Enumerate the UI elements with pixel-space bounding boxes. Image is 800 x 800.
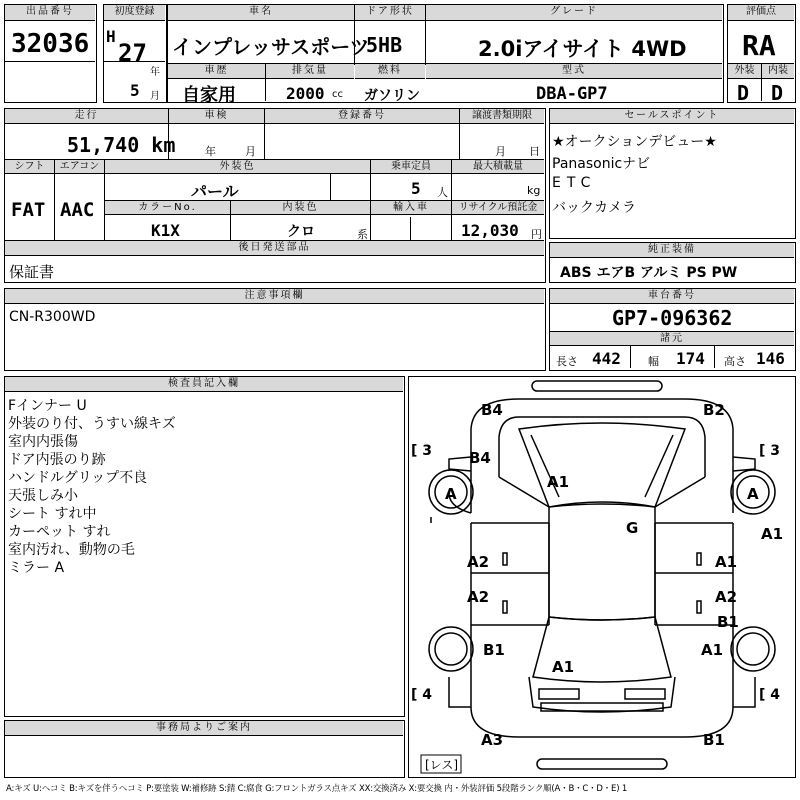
recycle-label: リサイクル預託金 <box>452 201 544 215</box>
inspector-line-7: シート すれ中 <box>8 506 97 522</box>
sales-point-3: ETC <box>552 175 597 191</box>
grade: 2.0iアイサイト 4WD <box>478 37 687 61</box>
int-color-label: 内装色 <box>231 201 370 215</box>
mark-a3-rear-left: A3 <box>481 731 504 749</box>
sales-points-label: セールスポイント <box>550 109 794 124</box>
sales-point-1: ★オークションデビュー★ <box>552 134 717 150</box>
inspector-line-4: ドア内張のり跡 <box>8 452 106 468</box>
history-label: 車歴 <box>168 64 265 79</box>
insp-month-unit: 月 <box>245 145 256 158</box>
int-color-unit: 系 <box>357 228 368 241</box>
displacement: 2000 <box>286 84 325 103</box>
import-label: 輸入車 <box>371 201 451 215</box>
inspector-line-6: 天張しみ小 <box>8 488 78 504</box>
door-type: 5HB <box>366 33 403 57</box>
capacity-unit: 人 <box>437 186 448 199</box>
color-no: K1X <box>151 221 180 240</box>
color-label: 外装色 <box>105 160 370 174</box>
mark-b4-top: B4 <box>481 401 503 419</box>
height: 146 <box>756 349 785 368</box>
mark-a-wheel-right: A <box>747 485 759 503</box>
model-label: 型式 <box>426 64 722 79</box>
inspector-label: 検査員記入欄 <box>5 377 403 392</box>
car-name-label: 車名 <box>168 5 354 21</box>
inspector-line-2: 外装のり付、うすい線キズ <box>8 416 176 432</box>
inspector-line-1: Fインナー U <box>8 398 87 414</box>
bracket-4-right: [ 4 <box>759 687 781 703</box>
car-info-box <box>167 4 724 106</box>
int-label: 内装 <box>762 64 794 79</box>
office-box <box>4 720 405 778</box>
length-label: 長さ <box>556 355 578 368</box>
equipment-box <box>549 242 796 283</box>
model-code: DBA-GP7 <box>536 84 608 104</box>
spec-label: 諸元 <box>550 332 794 346</box>
mark-b4-left: B4 <box>469 449 491 467</box>
score-value: RA <box>742 29 776 62</box>
year-unit: 年 <box>150 67 160 78</box>
legend-text: A:キズ U:ヘコミ B:キズを伴うヘコミ P:要塗装 W:補修跡 S:錆 C:腐食 G:フロントガラス点キズ XX:交換済み X:要交換 内・外装評価 5段階ランク順(A・B・C・D・E) 1 <box>6 784 628 794</box>
bracket-4-left: [ 4 <box>411 687 433 703</box>
first-reg-label: 初度登録 <box>104 5 165 21</box>
recycle-fee: 12,030 <box>461 221 519 240</box>
mark-a1-right-wheel: A1 <box>701 641 724 659</box>
mark-b1-right-rdoor: B1 <box>717 613 739 631</box>
capacity-label: 乗車定員 <box>371 160 451 174</box>
car-diagram <box>409 377 794 776</box>
sales-point-4: バックカメラ <box>552 200 636 216</box>
reg-no-label: 登録番号 <box>265 109 459 124</box>
mark-b1-rear-right: B1 <box>703 731 725 749</box>
reg-month: 5 <box>130 81 140 100</box>
inspector-line-3: 室内内張傷 <box>8 434 78 450</box>
door-label: ドア形状 <box>355 5 425 21</box>
later-parts-label: 後日発送部品 <box>5 241 544 256</box>
shift-label: シフト <box>5 160 54 174</box>
ac-label: エアコン <box>55 160 104 174</box>
fuel-label: 燃料 <box>355 64 425 79</box>
equipment-list: ABS エアB アルミ PS PW <box>560 265 738 281</box>
int-grade: D <box>771 81 784 105</box>
width: 174 <box>676 349 705 368</box>
capacity: 5 <box>411 179 421 198</box>
less-label: [レス] <box>425 758 459 772</box>
ac: AAC <box>60 199 95 221</box>
mileage-label: 走行 <box>5 109 168 124</box>
mark-b2-top: B2 <box>703 401 725 419</box>
height-label: 高さ <box>724 355 746 368</box>
recycle-unit: 円 <box>531 228 542 241</box>
inspector-line-5: ハンドルグリップ不良 <box>8 470 148 486</box>
lot-label: 出品番号 <box>5 5 95 21</box>
damage-diagram-box <box>408 376 796 778</box>
mark-a1-right-side: A1 <box>761 525 784 543</box>
grade-label: グレード <box>426 5 722 21</box>
inspection-label: 車検 <box>169 109 264 124</box>
score-box <box>727 4 796 103</box>
chassis-box <box>549 288 796 371</box>
mark-a1-right-door: A1 <box>715 553 738 571</box>
disp-label: 排気量 <box>266 64 354 79</box>
mark-g-windshield: G <box>626 519 639 537</box>
sales-points-box <box>549 108 796 239</box>
int-color: クロ <box>287 224 315 240</box>
width-label: 幅 <box>648 355 659 368</box>
lot-number: 32036 <box>11 29 90 59</box>
inspector-line-9: 室内汚れ、動物の毛 <box>8 542 135 558</box>
bracket-3-left: [ 3 <box>411 443 433 459</box>
mark-b1-left-wheel: B1 <box>483 641 505 659</box>
color: パール <box>191 182 239 201</box>
car-name: インプレッサスポーツ <box>172 35 370 59</box>
mark-a2-left-door: A2 <box>467 553 490 571</box>
inspector-line-10: ミラー A <box>8 560 65 576</box>
office-label: 事務局よりご案内 <box>5 721 403 736</box>
shift: FAT <box>11 199 46 221</box>
lot-box <box>4 4 97 103</box>
notes-text: CN-R300WD <box>9 309 96 325</box>
month-unit: 月 <box>150 91 160 102</box>
equipment-label: 純正装備 <box>550 243 794 258</box>
mark-a-wheel-left: A <box>445 485 457 503</box>
trans-month-unit: 月 <box>495 145 506 158</box>
length: 442 <box>592 349 621 368</box>
insp-year-unit: 年 <box>205 145 216 158</box>
color-no-label: カラーNo. <box>105 201 230 215</box>
mark-a2-left-rdoor: A2 <box>467 588 490 606</box>
mark-a1-rear-window: A1 <box>552 658 575 676</box>
reg-year: 27 <box>118 39 147 67</box>
mark-a1-hood: A1 <box>547 473 570 491</box>
ext-grade: D <box>737 81 750 105</box>
fuel: ガソリン <box>364 88 420 104</box>
load-unit: kg <box>527 184 541 197</box>
inspector-box <box>4 376 405 717</box>
notes-label: 注意事項欄 <box>5 289 544 304</box>
detail-box <box>4 108 546 283</box>
era: H <box>106 27 116 46</box>
sales-point-2: Panasonicナビ <box>552 156 651 172</box>
ext-label: 外装 <box>728 64 761 79</box>
history: 自家用 <box>182 85 236 106</box>
mileage: 51,740 km <box>67 133 176 157</box>
mark-a2-right-rdoor: A2 <box>715 588 738 606</box>
notes-box <box>4 288 546 371</box>
bracket-3-right: [ 3 <box>759 443 781 459</box>
load-label: 最大積載量 <box>452 160 544 174</box>
trans-day-unit: 日 <box>529 145 540 158</box>
chassis-label: 車台番号 <box>550 289 794 304</box>
inspector-line-8: カーペット すれ <box>8 524 111 540</box>
disp-unit: cc <box>332 89 343 100</box>
first-reg-box <box>103 4 167 103</box>
chassis-number: GP7-096362 <box>612 306 733 330</box>
score-label: 評価点 <box>728 5 794 21</box>
transfer-label: 譲渡書類期限 <box>460 109 544 124</box>
later-parts: 保証書 <box>9 263 55 281</box>
